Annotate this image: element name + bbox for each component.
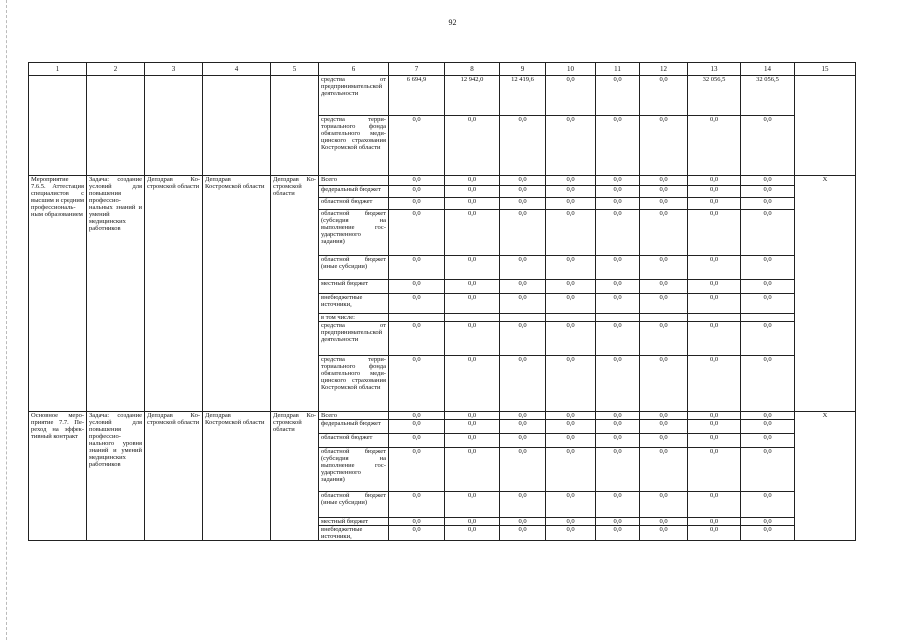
value-cell bbox=[640, 314, 688, 322]
value-cell: 0,0 bbox=[640, 448, 688, 492]
value-cell: 0,0 bbox=[640, 198, 688, 210]
measure-7-7-mark: Х bbox=[795, 412, 856, 541]
value-cell: 0,0 bbox=[741, 116, 795, 176]
header-cell-7: 7 bbox=[389, 63, 445, 76]
value-cell: 0,0 bbox=[546, 280, 596, 294]
value-cell: 0,0 bbox=[389, 210, 445, 256]
funding-source: местный бюджет bbox=[319, 280, 389, 294]
value-cell: 0,0 bbox=[500, 210, 546, 256]
value-cell: 0,0 bbox=[741, 186, 795, 198]
value-cell: 0,0 bbox=[546, 356, 596, 412]
value-cell: 0,0 bbox=[445, 280, 500, 294]
value-cell: 0,0 bbox=[596, 322, 640, 356]
header-cell-13: 13 bbox=[688, 63, 741, 76]
value-cell: 0,0 bbox=[500, 492, 546, 518]
funding-source: Всего bbox=[319, 412, 389, 420]
value-cell: 0,0 bbox=[741, 526, 795, 541]
value-cell: 0,0 bbox=[389, 420, 445, 434]
value-cell: 0,0 bbox=[389, 492, 445, 518]
blank-cell bbox=[29, 76, 87, 176]
funding-source: внебюджетные источники, bbox=[319, 294, 389, 314]
value-cell: 0,0 bbox=[741, 356, 795, 412]
value-cell: 0,0 bbox=[640, 420, 688, 434]
blank-cell bbox=[795, 76, 856, 176]
value-cell: 0,0 bbox=[500, 356, 546, 412]
blank-cell bbox=[271, 76, 319, 176]
value-cell: 0,0 bbox=[445, 448, 500, 492]
value-cell: 0,0 bbox=[546, 294, 596, 314]
value-cell: 0,0 bbox=[445, 176, 500, 186]
value-cell: 0,0 bbox=[445, 412, 500, 420]
value-cell: 0,0 bbox=[389, 448, 445, 492]
value-cell: 0,0 bbox=[741, 448, 795, 492]
value-cell: 0,0 bbox=[741, 294, 795, 314]
funding-source: областной бюджет (субсидия на выполнение государственного задания) bbox=[319, 210, 389, 256]
value-cell: 0,0 bbox=[546, 448, 596, 492]
value-cell: 0,0 bbox=[500, 448, 546, 492]
value-cell: 0,0 bbox=[640, 256, 688, 280]
value-cell: 0,0 bbox=[389, 256, 445, 280]
header-cell-3: 3 bbox=[145, 63, 203, 76]
value-cell: 0,0 bbox=[445, 294, 500, 314]
measure-7-7-task: Задача: создание условий для повышения профессионального уровня знаний и умений медицинских работников bbox=[87, 412, 145, 541]
value-cell: 0,0 bbox=[546, 322, 596, 356]
value-cell: 0,0 bbox=[741, 518, 795, 526]
value-cell: 0,0 bbox=[389, 116, 445, 176]
value-cell: 0,0 bbox=[445, 420, 500, 434]
value-cell: 0,0 bbox=[445, 518, 500, 526]
value-cell: 0,0 bbox=[389, 434, 445, 448]
value-cell: 0,0 bbox=[596, 420, 640, 434]
value-cell: 0,0 bbox=[640, 322, 688, 356]
header-cell-2: 2 bbox=[87, 63, 145, 76]
value-cell: 0,0 bbox=[688, 420, 741, 434]
funding-source: Всего bbox=[319, 176, 389, 186]
value-cell: 0,0 bbox=[741, 280, 795, 294]
value-cell: 0,0 bbox=[596, 518, 640, 526]
measure-7-6-5-mark: Х bbox=[795, 176, 856, 412]
value-cell: 0,0 bbox=[688, 176, 741, 186]
value-cell: 0,0 bbox=[688, 280, 741, 294]
funding-source: областной бюджет (субсидия на выполнение государственного задания) bbox=[319, 448, 389, 492]
value-cell: 0,0 bbox=[741, 434, 795, 448]
value-cell: 0,0 bbox=[741, 210, 795, 256]
value-cell: 12 419,6 bbox=[500, 76, 546, 116]
value-cell: 0,0 bbox=[500, 412, 546, 420]
value-cell: 0,0 bbox=[640, 412, 688, 420]
value-cell: 0,0 bbox=[688, 356, 741, 412]
value-cell: 32 056,5 bbox=[741, 76, 795, 116]
value-cell: 0,0 bbox=[596, 434, 640, 448]
value-cell: 0,0 bbox=[445, 256, 500, 280]
value-cell: 0,0 bbox=[640, 116, 688, 176]
value-cell: 0,0 bbox=[445, 186, 500, 198]
value-cell: 0,0 bbox=[500, 186, 546, 198]
blank-cell bbox=[87, 76, 145, 176]
value-cell: 12 942,0 bbox=[445, 76, 500, 116]
funding-source: областной бюджет (иные субсидии) bbox=[319, 492, 389, 518]
value-cell: 0,0 bbox=[596, 76, 640, 116]
measure-7-7-executor: Депздрав Костромской области bbox=[145, 412, 203, 541]
funding-source: средства территориального фонда обязательного медицинского страхования Костромской области bbox=[319, 116, 389, 176]
value-cell bbox=[389, 314, 445, 322]
value-cell: 0,0 bbox=[688, 492, 741, 518]
value-cell: 0,0 bbox=[445, 492, 500, 518]
value-cell: 32 056,5 bbox=[688, 76, 741, 116]
value-cell: 0,0 bbox=[500, 526, 546, 541]
value-cell: 0,0 bbox=[688, 256, 741, 280]
value-cell: 0,0 bbox=[596, 186, 640, 198]
value-cell: 0,0 bbox=[389, 176, 445, 186]
value-cell: 0,0 bbox=[546, 76, 596, 116]
value-cell bbox=[445, 314, 500, 322]
value-cell: 0,0 bbox=[546, 116, 596, 176]
value-cell: 0,0 bbox=[546, 492, 596, 518]
value-cell: 0,0 bbox=[596, 526, 640, 541]
value-cell: 0,0 bbox=[596, 356, 640, 412]
header-cell-1: 1 bbox=[29, 63, 87, 76]
page-margin-line bbox=[6, 0, 7, 640]
funding-source: областной бюджет bbox=[319, 198, 389, 210]
value-cell: 0,0 bbox=[546, 526, 596, 541]
header-cell-9: 9 bbox=[500, 63, 546, 76]
value-cell: 0,0 bbox=[688, 412, 741, 420]
value-cell: 0,0 bbox=[596, 492, 640, 518]
header-cell-11: 11 bbox=[596, 63, 640, 76]
measure-7-7-coexecutor: Депздрав Костромской области bbox=[203, 412, 271, 541]
value-cell: 0,0 bbox=[500, 294, 546, 314]
value-cell: 0,0 bbox=[640, 294, 688, 314]
value-cell: 0,0 bbox=[500, 116, 546, 176]
table-row bbox=[29, 176, 856, 186]
table-row bbox=[29, 76, 856, 116]
value-cell: 0,0 bbox=[389, 356, 445, 412]
value-cell: 0,0 bbox=[500, 198, 546, 210]
value-cell: 0,0 bbox=[500, 176, 546, 186]
value-cell: 0,0 bbox=[741, 256, 795, 280]
funding-source: внебюджетные источники, bbox=[319, 526, 389, 541]
funding-source: в том числе: bbox=[319, 314, 389, 322]
header-cell-14: 14 bbox=[741, 63, 795, 76]
value-cell: 0,0 bbox=[596, 198, 640, 210]
measure-7-6-5-coexecutor: Депздрав Костромской области bbox=[203, 176, 271, 412]
value-cell: 0,0 bbox=[389, 186, 445, 198]
value-cell: 0,0 bbox=[445, 210, 500, 256]
header-cell-15: 15 bbox=[795, 63, 856, 76]
value-cell: 0,0 bbox=[500, 280, 546, 294]
value-cell: 0,0 bbox=[596, 176, 640, 186]
value-cell: 0,0 bbox=[445, 434, 500, 448]
value-cell: 0,0 bbox=[688, 322, 741, 356]
value-cell: 0,0 bbox=[546, 186, 596, 198]
value-cell: 0,0 bbox=[500, 518, 546, 526]
funding-source: средства от предпринимательской деятельности bbox=[319, 76, 389, 116]
funding-source: областной бюджет bbox=[319, 434, 389, 448]
value-cell: 0,0 bbox=[500, 256, 546, 280]
value-cell: 0,0 bbox=[546, 176, 596, 186]
value-cell bbox=[500, 314, 546, 322]
value-cell: 0,0 bbox=[389, 526, 445, 541]
value-cell bbox=[741, 314, 795, 322]
value-cell: 0,0 bbox=[596, 116, 640, 176]
header-cell-4: 4 bbox=[203, 63, 271, 76]
measure-7-6-5-recipient: Депздрав Костромской области bbox=[271, 176, 319, 412]
funding-source: средства от предпринимательской деятельности bbox=[319, 322, 389, 356]
value-cell: 0,0 bbox=[688, 294, 741, 314]
header-cell-10: 10 bbox=[546, 63, 596, 76]
measure-7-6-5-measure: Мероприятие 7.6.5. Аттестация специалистов с высшим и средним профессиональным образованием bbox=[29, 176, 87, 412]
value-cell: 0,0 bbox=[596, 448, 640, 492]
funding-source: федеральный бюджет bbox=[319, 186, 389, 198]
value-cell: 0,0 bbox=[741, 322, 795, 356]
page-number: 92 bbox=[448, 18, 457, 27]
header-row bbox=[29, 63, 856, 76]
value-cell: 0,0 bbox=[546, 518, 596, 526]
value-cell: 0,0 bbox=[640, 518, 688, 526]
value-cell: 0,0 bbox=[640, 356, 688, 412]
budget-table bbox=[28, 62, 856, 541]
value-cell: 0,0 bbox=[640, 176, 688, 186]
value-cell: 0,0 bbox=[640, 76, 688, 116]
blank-cell bbox=[145, 76, 203, 176]
value-cell: 0,0 bbox=[546, 412, 596, 420]
value-cell: 0,0 bbox=[546, 256, 596, 280]
value-cell: 0,0 bbox=[546, 434, 596, 448]
value-cell: 0,0 bbox=[445, 198, 500, 210]
value-cell: 0,0 bbox=[389, 322, 445, 356]
value-cell: 0,0 bbox=[640, 492, 688, 518]
measure-7-6-5-executor: Депздрав Костромской области bbox=[145, 176, 203, 412]
value-cell: 0,0 bbox=[546, 210, 596, 256]
value-cell: 0,0 bbox=[500, 322, 546, 356]
value-cell: 0,0 bbox=[640, 186, 688, 198]
header-cell-12: 12 bbox=[640, 63, 688, 76]
value-cell: 0,0 bbox=[445, 526, 500, 541]
value-cell: 0,0 bbox=[688, 198, 741, 210]
value-cell bbox=[688, 314, 741, 322]
value-cell: 0,0 bbox=[389, 198, 445, 210]
value-cell: 0,0 bbox=[389, 280, 445, 294]
value-cell: 0,0 bbox=[596, 256, 640, 280]
measure-7-7-recipient: Депздрав Костромской области bbox=[271, 412, 319, 541]
value-cell: 0,0 bbox=[741, 492, 795, 518]
measure-7-7-measure: Основное мероприятие 7.7. Переход на эффективный контракт bbox=[29, 412, 87, 541]
table-row bbox=[29, 412, 856, 420]
value-cell: 0,0 bbox=[741, 198, 795, 210]
value-cell: 0,0 bbox=[640, 434, 688, 448]
value-cell: 0,0 bbox=[445, 116, 500, 176]
value-cell: 0,0 bbox=[688, 434, 741, 448]
value-cell: 0,0 bbox=[741, 420, 795, 434]
value-cell: 0,0 bbox=[688, 518, 741, 526]
value-cell: 6 694,9 bbox=[389, 76, 445, 116]
value-cell: 0,0 bbox=[596, 210, 640, 256]
value-cell: 0,0 bbox=[389, 518, 445, 526]
value-cell: 0,0 bbox=[688, 448, 741, 492]
value-cell: 0,0 bbox=[546, 198, 596, 210]
value-cell: 0,0 bbox=[389, 412, 445, 420]
value-cell: 0,0 bbox=[596, 412, 640, 420]
header-cell-6: 6 bbox=[319, 63, 389, 76]
value-cell bbox=[596, 314, 640, 322]
value-cell: 0,0 bbox=[596, 294, 640, 314]
value-cell: 0,0 bbox=[688, 116, 741, 176]
value-cell: 0,0 bbox=[688, 186, 741, 198]
value-cell: 0,0 bbox=[741, 176, 795, 186]
funding-source: местный бюджет bbox=[319, 518, 389, 526]
value-cell: 0,0 bbox=[688, 526, 741, 541]
value-cell: 0,0 bbox=[640, 210, 688, 256]
header-cell-5: 5 bbox=[271, 63, 319, 76]
value-cell: 0,0 bbox=[640, 526, 688, 541]
value-cell: 0,0 bbox=[596, 280, 640, 294]
measure-7-6-5-task: Задача: создание условий для повышения профессиональных знаний и умений медицинских работников bbox=[87, 176, 145, 412]
funding-source: федеральный бюджет bbox=[319, 420, 389, 434]
funding-source: средства территориального фонда обязательного медицинского страхования Костромской области bbox=[319, 356, 389, 412]
value-cell: 0,0 bbox=[445, 356, 500, 412]
value-cell: 0,0 bbox=[445, 322, 500, 356]
value-cell: 0,0 bbox=[500, 434, 546, 448]
value-cell: 0,0 bbox=[546, 420, 596, 434]
value-cell: 0,0 bbox=[640, 280, 688, 294]
value-cell: 0,0 bbox=[741, 412, 795, 420]
value-cell: 0,0 bbox=[688, 210, 741, 256]
value-cell: 0,0 bbox=[389, 294, 445, 314]
header-cell-8: 8 bbox=[445, 63, 500, 76]
value-cell bbox=[546, 314, 596, 322]
value-cell: 0,0 bbox=[500, 420, 546, 434]
blank-cell bbox=[203, 76, 271, 176]
funding-source: областной бюджет (иные субсидии) bbox=[319, 256, 389, 280]
